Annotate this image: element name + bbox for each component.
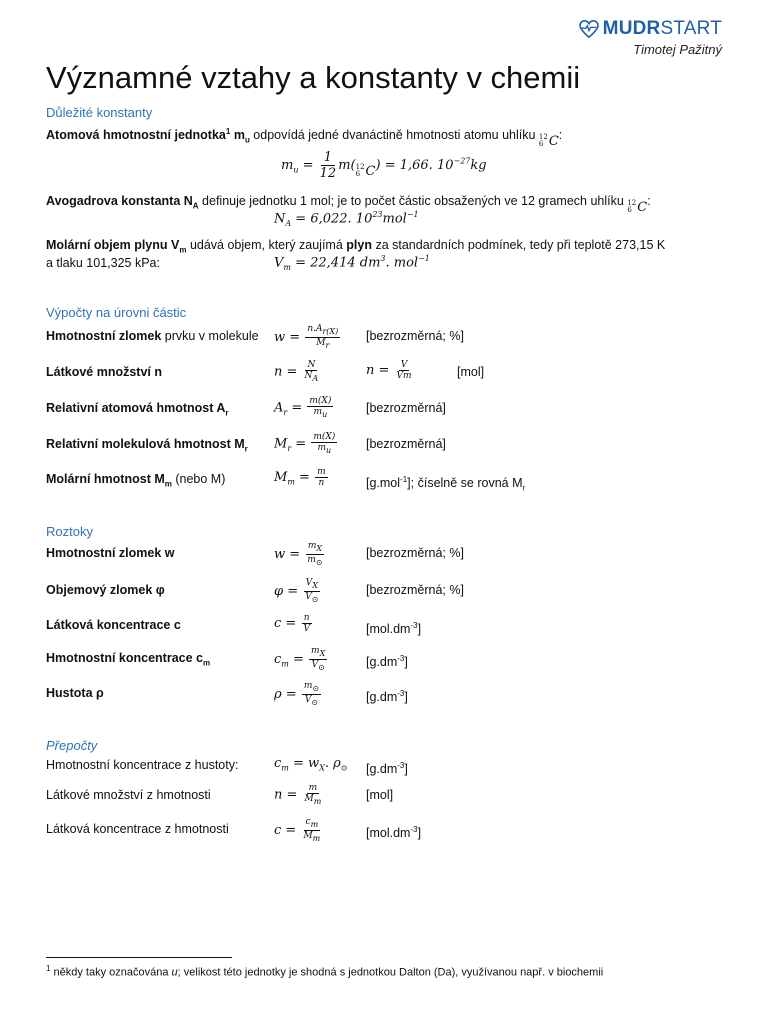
particle-row-unit: [bezrozměrná] bbox=[366, 437, 446, 451]
avogadro-formula: $N_A = 6,022$. $10^{23}mol^{-1}$ bbox=[274, 210, 419, 228]
particle-row-formula: n = $\frac{N}{N_A}$ bbox=[274, 360, 319, 383]
heart-pulse-icon bbox=[579, 20, 599, 38]
particle-row-formula-alt: n = $\frac{V}{Vm}$ bbox=[366, 360, 412, 381]
amu-formula: $m_u$ = $\frac{1}{12}$ m( 12 6 C ) = 1,66. $10^{-27}kg$ bbox=[281, 150, 487, 181]
particle-row-label: Látkové množství n bbox=[46, 365, 162, 379]
conversion-row-formula: n = $\frac{m}{M_m}$ bbox=[274, 783, 322, 806]
particle-row-label: Relativní atomová hmotnost $A_r$ bbox=[46, 401, 229, 418]
solution-row-formula: $c_m$ = $\frac{m_X}{V_⊙}$ bbox=[274, 646, 326, 672]
solution-row-formula: c = $\frac{n}{V}$ bbox=[274, 613, 310, 634]
solution-row-label: Látková koncentrace c bbox=[46, 618, 181, 632]
particle-row-formula: $M_m$ = $\frac{m}{n}$ bbox=[274, 467, 326, 488]
particle-row-formula: $M_r$ = $\frac{m(X)}{m_u}$ bbox=[274, 432, 336, 455]
avogadro-definition: Avogadrova konstanta $N_A$ definuje jednotku 1 mol; je to počet částic obsažených ve 12 gramech uhlíku 12 6 C : bbox=[46, 194, 651, 215]
brand-name: MUDRSTART bbox=[602, 18, 722, 39]
particle-row-unit: [bezrozměrná] bbox=[366, 401, 446, 415]
conversion-row-unit: $[g.dm^{-3}]$ bbox=[366, 761, 408, 777]
conversion-row-label: Látková koncentrace z hmotnosti bbox=[46, 822, 229, 836]
section-heading-particles: Výpočty na úrovni částic bbox=[46, 305, 187, 320]
author-name: Timotej Pažitný bbox=[633, 42, 722, 57]
conversion-row-label: Hmotnostní koncentrace z hustoty: bbox=[46, 758, 239, 772]
carbon-nuclide: 12 6 C bbox=[538, 133, 559, 149]
molar-volume-line2: a tlaku 101,325 kPa: bbox=[46, 256, 160, 270]
solution-row-label: Hmotnostní zlomek w bbox=[46, 546, 175, 560]
particle-row-formula: $A_r$ = $\frac{m(X)}{m_u}$ bbox=[274, 396, 332, 419]
solution-row-label: Hustota ρ bbox=[46, 686, 104, 700]
page-title: Významné vztahy a konstanty v chemii bbox=[46, 60, 581, 95]
solution-row-formula: w = $\frac{m_X}{m_⊙}$ bbox=[274, 541, 323, 567]
conversion-row-label: Látkové množství z hmotnosti bbox=[46, 788, 211, 802]
particle-row-formula: w = $\frac{n.A_{r(X)}}{M_r}$ bbox=[274, 324, 339, 350]
molar-volume-formula: $V_m = 22,414$ $dm^3$. mol$^{-1}$ bbox=[274, 254, 430, 272]
footnote-divider bbox=[46, 957, 232, 958]
conversion-row-unit: [mol] bbox=[366, 788, 394, 802]
solution-row-formula: φ = $\frac{V_X}{V_⊙}$ bbox=[274, 578, 319, 604]
particle-row-label: Molární hmotnost $M_m$ (nebo M) bbox=[46, 472, 226, 489]
solution-row-formula: ρ = $\frac{m_⊙}{V_⊙}$ bbox=[274, 681, 320, 707]
brand-logo bbox=[579, 18, 722, 57]
solution-row-label: Objemový zlomek φ bbox=[46, 583, 165, 597]
conversion-row-formula: $c_m = w_X$. $\rho_⊙$ bbox=[274, 756, 348, 773]
particle-row-unit: [mol] bbox=[457, 365, 485, 379]
solution-row-label: Hmotnostní koncentrace $c_m$ bbox=[46, 651, 211, 668]
solution-row-unit: $[g.dm^{-3}]$ bbox=[366, 654, 408, 670]
amu-definition: Atomová hmotnostní jednotka$^1$ $m_u$ odpovídá jedné dvanáctině hmotnosti atomu uhlíku 12 6 C : bbox=[46, 127, 563, 149]
section-heading-solutions: Roztoky bbox=[46, 524, 93, 539]
molar-volume-definition: Molární objem plynu $V_m$ udává objem, který zaujímá plyn za standardních podmínek, tedy při teplotě 273,15 K bbox=[46, 238, 666, 255]
particle-row-unit: [g.mol$^{-1}$]; číselně se rovná $M_r$ bbox=[366, 475, 526, 493]
conversion-row-formula: c = $\frac{c_m}{M_m}$ bbox=[274, 817, 321, 843]
footnote: $^1$ někdy taky označována u; velikost této jednotky je shodná s jednotkou Dalton (Da), využívanou např. v biochemii bbox=[46, 964, 604, 979]
conversion-row-unit: $[mol.dm^{-3}]$ bbox=[366, 825, 422, 841]
solution-row-unit: [bezrozměrná; %] bbox=[366, 546, 464, 560]
particle-row-label: Hmotnostní zlomek prvku v molekule bbox=[46, 329, 259, 343]
solution-row-unit: $[mol.dm^{-3}]$ bbox=[366, 621, 422, 637]
solution-row-unit: $[g.dm^{-3}]$ bbox=[366, 689, 408, 705]
particle-row-label: Relativní molekulová hmotnost $M_r$ bbox=[46, 437, 248, 454]
particle-row-unit: [bezrozměrná; %] bbox=[366, 329, 464, 343]
section-heading-constants: Důležité konstanty bbox=[46, 105, 153, 120]
section-heading-conversions: Přepočty bbox=[46, 738, 98, 753]
solution-row-unit: [bezrozměrná; %] bbox=[366, 583, 464, 597]
